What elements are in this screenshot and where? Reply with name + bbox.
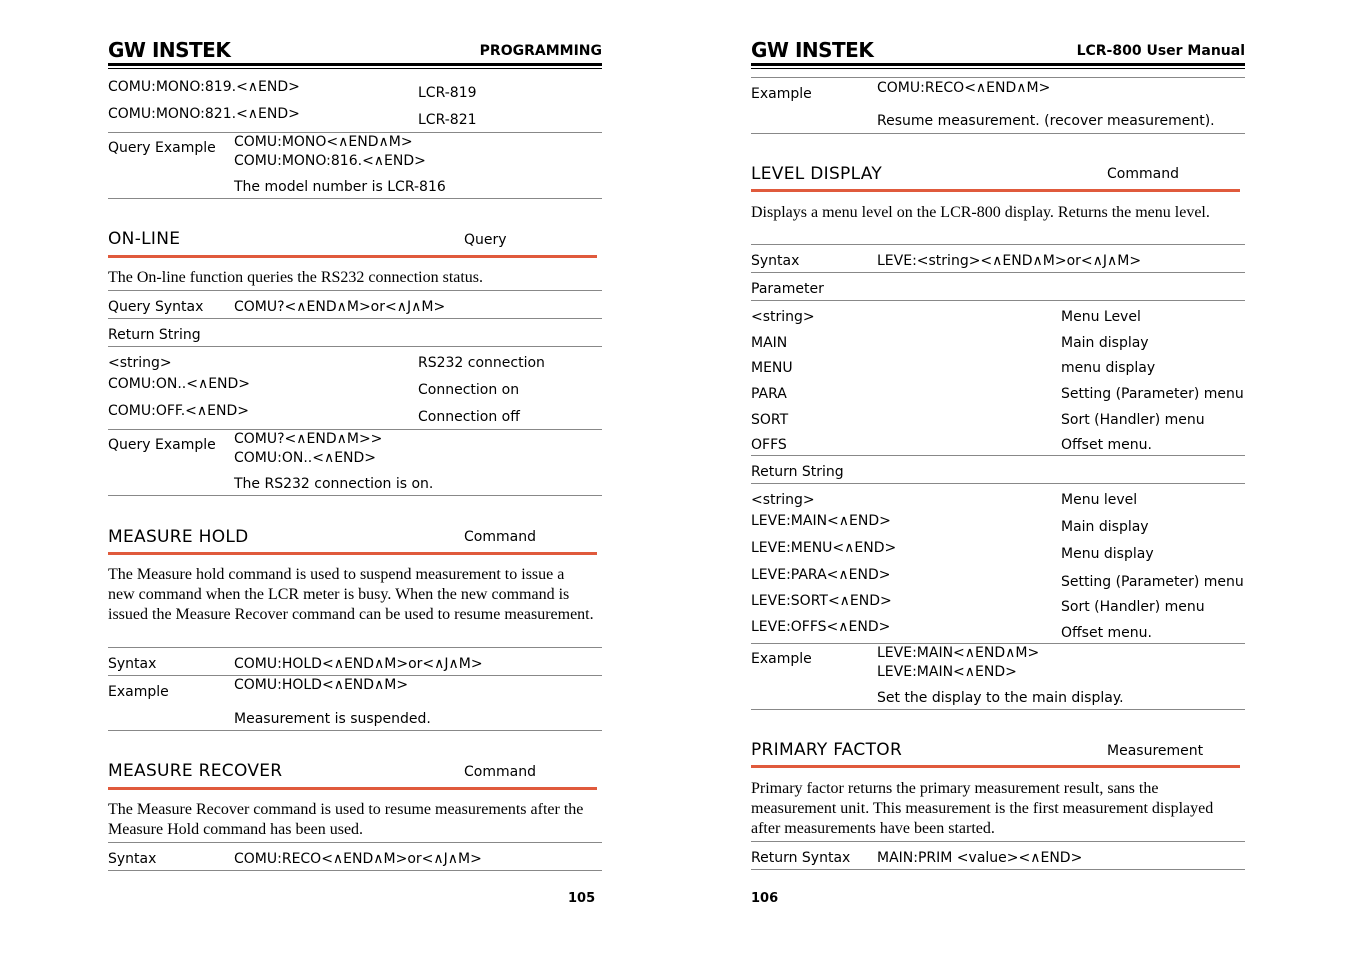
param-meaning: Sort (Handler) menu: [1061, 412, 1205, 428]
example-description: Set the display to the main display.: [877, 690, 1124, 706]
return-value: LEVE:OFFS<∧END>: [751, 619, 891, 635]
row-divider: [751, 709, 1245, 710]
section-type: Command: [1107, 166, 1179, 182]
page-number: 106: [751, 891, 779, 906]
return-value: COMU:ON..<∧END>: [108, 376, 251, 392]
row-divider: [108, 870, 602, 871]
row-label: Example: [751, 651, 812, 667]
row-label: Query Syntax: [108, 299, 204, 315]
code-line: COMU:ON..<∧END>: [234, 450, 377, 466]
param-value: PARA: [751, 386, 787, 402]
return-value: LEVE:SORT<∧END>: [751, 593, 892, 609]
table-cell: LCR-819: [418, 85, 477, 101]
section-title-measure-recover: MEASURE RECOVER: [108, 761, 283, 781]
section-title-measure-hold: MEASURE HOLD: [108, 527, 249, 547]
section-rule: [108, 255, 597, 258]
code-line: COMU:MONO:816.<∧END>: [234, 153, 426, 169]
return-value: LEVE:MAIN<∧END>: [751, 513, 891, 529]
param-meaning: Offset menu.: [1061, 437, 1152, 453]
row-divider: [108, 647, 602, 648]
param-value: <string>: [751, 309, 815, 325]
row-label: Syntax: [751, 253, 800, 269]
row-divider: [108, 318, 602, 319]
return-meaning: Connection off: [418, 409, 520, 425]
code-line: COMU:HOLD<∧END∧M>: [234, 677, 409, 693]
row-divider: [751, 869, 1245, 870]
row-label: Syntax: [108, 851, 157, 867]
row-divider: [751, 244, 1245, 245]
row-label: Parameter: [751, 281, 824, 297]
row-label: Query Example: [108, 437, 216, 453]
row-label: Example: [751, 86, 812, 102]
code-line: COMU:HOLD<∧END∧M>or<∧J∧M>: [234, 656, 483, 672]
row-label: Return String: [108, 327, 201, 343]
row-divider: [108, 495, 602, 496]
row-divider: [108, 730, 602, 731]
row-divider: [751, 455, 1245, 456]
row-divider: [751, 77, 1245, 78]
row-divider: [108, 198, 602, 199]
running-header: PROGRAMMING: [479, 43, 602, 59]
return-meaning: RS232 connection: [418, 355, 545, 371]
table-cell: LCR-821: [418, 112, 477, 128]
code-line: COMU?<∧END∧M>or<∧J∧M>: [234, 299, 446, 315]
param-meaning: Setting (Parameter) menu: [1061, 386, 1244, 402]
param-meaning: Menu Level: [1061, 309, 1141, 325]
return-meaning: Connection on: [418, 382, 520, 398]
section-type: Query: [464, 232, 507, 248]
row-label: Example: [108, 684, 169, 700]
param-meaning: menu display: [1061, 360, 1156, 376]
return-value: LEVE:PARA<∧END>: [751, 567, 891, 583]
row-label: Query Example: [108, 140, 216, 156]
section-type: Measurement: [1107, 743, 1204, 759]
param-value: OFFS: [751, 437, 787, 453]
row-label: Syntax: [108, 656, 157, 672]
example-description: The RS232 connection is on.: [234, 476, 434, 492]
row-label: Return Syntax: [751, 850, 851, 866]
return-meaning: Setting (Parameter) menu: [1061, 574, 1244, 590]
example-description: Measurement is suspended.: [234, 711, 431, 727]
code-line: LEVE:<string><∧END∧M>or<∧J∧M>: [877, 253, 1142, 269]
return-meaning: Menu display: [1061, 546, 1154, 562]
section-description: Displays a menu level on the LCR-800 display. Returns the menu level.: [751, 204, 1210, 221]
gw-instek-logo: GW INSTEK: [108, 38, 231, 62]
section-description: Primary factor returns the primary measurement result, sans the measurement unit. This measurement is the first measurement displayed after measurements have been started.: [751, 780, 1214, 837]
code-line: COMU:RECO<∧END∧M>: [877, 80, 1051, 96]
return-meaning: Main display: [1061, 519, 1149, 535]
page-106: [751, 0, 1245, 954]
row-divider: [751, 483, 1245, 484]
section-rule: [751, 189, 1240, 192]
gw-instek-logo: GW INSTEK: [751, 38, 874, 62]
code-line: LEVE:MAIN<∧END∧M>: [877, 645, 1040, 661]
page-105: [108, 0, 602, 954]
header-rule: [751, 63, 1245, 69]
code-line: COMU:RECO<∧END∧M>or<∧J∧M>: [234, 851, 482, 867]
row-divider: [751, 300, 1245, 301]
table-cell: COMU:MONO:821.<∧END>: [108, 106, 300, 122]
return-meaning: Offset menu.: [1061, 625, 1152, 641]
code-line: COMU?<∧END∧M>>: [234, 431, 383, 447]
code-line: COMU:MONO<∧END∧M>: [234, 134, 413, 150]
return-meaning: Sort (Handler) menu: [1061, 599, 1205, 615]
running-header: LCR-800 User Manual: [1076, 43, 1245, 59]
param-value: MENU: [751, 360, 793, 376]
return-value: COMU:OFF.<∧END>: [108, 403, 249, 419]
example-description: Resume measurement. (recover measurement).: [877, 113, 1215, 129]
section-rule: [108, 552, 597, 555]
return-meaning: Menu level: [1061, 492, 1138, 508]
row-divider: [751, 841, 1245, 842]
section-rule: [108, 787, 597, 790]
row-divider: [108, 290, 602, 291]
row-divider: [751, 133, 1245, 134]
row-divider: [751, 272, 1245, 273]
section-description: The Measure Recover command is used to resume measurements after the Measure Hold command has been used.: [108, 801, 584, 838]
section-rule: [751, 765, 1240, 768]
section-title-primary-factor: PRIMARY FACTOR: [751, 740, 903, 760]
section-type: Command: [464, 529, 536, 545]
table-cell: COMU:MONO:819.<∧END>: [108, 79, 300, 95]
param-value: MAIN: [751, 335, 788, 351]
return-value: LEVE:MENU<∧END>: [751, 540, 897, 556]
return-value: <string>: [108, 355, 172, 371]
row-divider: [108, 842, 602, 843]
example-description: The model number is LCR-816: [234, 179, 446, 195]
page-number: 105: [568, 891, 596, 906]
section-description: The On-line function queries the RS232 connection status.: [108, 269, 484, 286]
param-meaning: Main display: [1061, 335, 1149, 351]
param-value: SORT: [751, 412, 789, 428]
code-line: LEVE:MAIN<∧END>: [877, 664, 1017, 680]
section-type: Command: [464, 764, 536, 780]
section-title-level-display: LEVEL DISPLAY: [751, 164, 883, 184]
row-divider: [108, 346, 602, 347]
row-label: Return String: [751, 464, 844, 480]
code-line: MAIN:PRIM <value><∧END>: [877, 850, 1083, 866]
section-description: The Measure hold command is used to suspend measurement to issue a new command when the LCR meter is busy. When the new command is issued the Measure Recover command can be used to resume measurement.: [108, 566, 594, 623]
section-title-online: ON-LINE: [108, 229, 181, 249]
return-value: <string>: [751, 492, 815, 508]
header-rule: [108, 63, 602, 69]
